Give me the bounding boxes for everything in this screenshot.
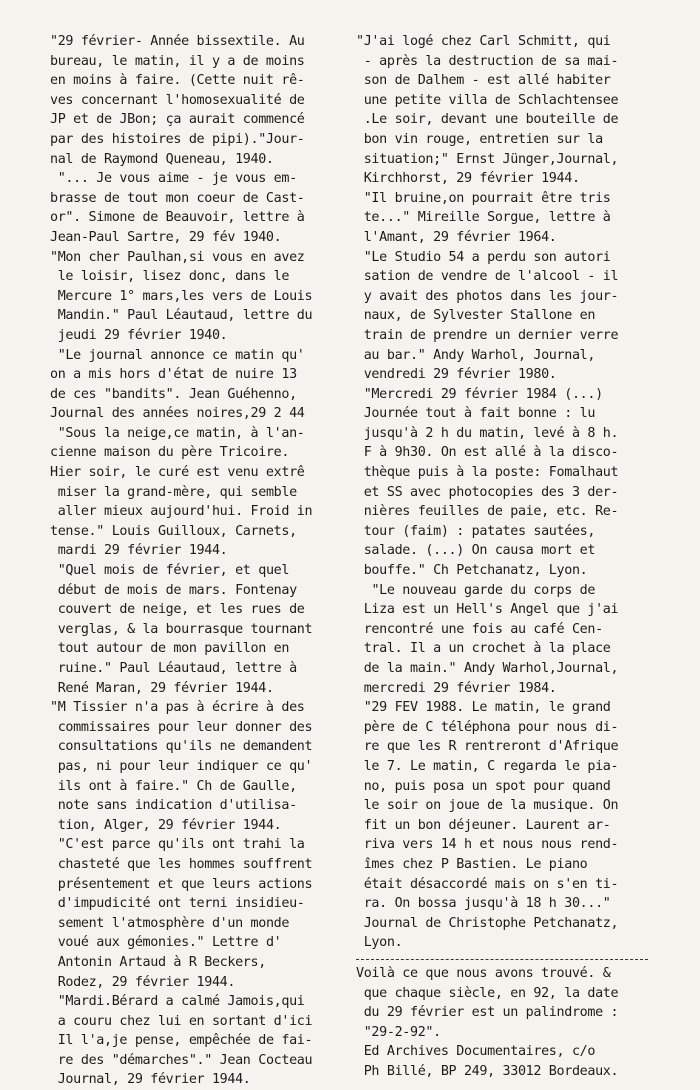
left-column bbox=[50, 32, 350, 1090]
right-column bbox=[356, 32, 656, 1081]
quote-guilloux: "Sous la neige,ce matin, à l'an- cienne maison du père Tricoire. Hier soir, le curé est venu extrê miser la grand-mère, qui semble aller mieux aujourd'hui. Froid in tense." Louis Guilloux, Carnets, mardi 29 février 1944. bbox=[50, 425, 313, 559]
footer-note: Voilà ce que nous avons trouvé. & que chaque siècle, en 92, la date du 29 février est un palindrome : "29-2-92". Ed Archives Documentaires, c/o Ph Billé, BP 249, 33012 Bordeaux. bbox=[356, 965, 619, 1079]
quote-queneau: "29 février- Année bissextile. Au bureau, le matin, il y a de moins en moins à faire. (Cette nuit rê- ves concernant l'homosexualité de JP et de JBon; ça aurait commencé par des histoires de pipi)."Jour- nal de Raymond Queneau, 1940. bbox=[50, 34, 305, 167]
quote-sorgue: "Il bruine,on pourrait être tris te..." Mireille Sorgue, lettre à l'Amant, 29 février 1964. bbox=[363, 190, 611, 245]
quote-beauvoir: "... Je vous aime - je vous em- brasse de tout mon coeur de Cast- or". Simone de Beauvoir, lettre à Jean-Paul Sartre, 29 fév 1940. bbox=[50, 171, 305, 245]
quote-leautaud-1944: "Quel mois de février, et quel début de mois de mars. Fontenay couvert de neige, et les rues de verglas, & la bourrasque tournant tout autour de mon pavillon en ruine." Paul Léautaud, lettre à René Maran, 29 février 1944. bbox=[57, 563, 313, 696]
quote-artaud: "C'est parce qu'ils ont trahi la chasteté que les hommes souffrent présentement et que leurs actions d'impudicité ont terni insidieu- sement l'atmosphère d'un monde voué aux gémonies." Lettre d' Antonin Artaud à R Beckers, Rodez, 29 février 1944. bbox=[57, 837, 313, 990]
quote-leautaud-1940: "Mon cher Paulhan,si vous en avez le loisir, lisez donc, dans le Mercure 1° mars,les vers de Louis Mandin." Paul Léautaud, lettre du jeudi 29 février 1940. bbox=[50, 249, 313, 343]
quote-junger: "J'ai logé chez Carl Schmitt, qui - après la destruction de sa mai- son de Dalhem - est allé habiter une petite villa de Schlachtensee .Le soir, devant une bouteille de bon vin rouge, entretien sur la situation;" Ernst Jünger,Journal, Kirchhorst, 29 février 1944. bbox=[356, 34, 619, 187]
dashed-separator bbox=[356, 959, 648, 960]
quote-petchanatz-1988: "29 FEV 1988. Le matin, le grand père de C téléphona pour nous di- re que les R rentreront d'Afrique le 7. Le matin, C regarda le pia- no, puis posa un spot pour quand le soir on joue de la musique. On fit un bon déjeuner. Laurent ar- riva vers 14 h et nous nous rend- îmes chez P Bastien. Le piano était désaccordé mais on s'en ti- ra. On bossa jusqu'à 18 h 30..." Journal de Christophe Petchanatz, Lyon. bbox=[363, 700, 619, 951]
quote-guehenno: "Le journal annonce ce matin qu' on a mis hors d'état de nuire 13 de ces "bandits". Jean Guéhenno, Journal des années noires,29 2 44 bbox=[50, 347, 305, 422]
quote-de-gaulle: "M Tissier n'a pas à écrire à des commissaires pour leur donner des consultations qu'ils ne demandent pas, ni pour leur indiquer ce qu' ils ont à faire." Ch de Gaulle, note sans indication d'utilisa- tion, Alger, 29 février 1944. bbox=[50, 700, 313, 833]
quote-warhol-1980: "Le Studio 54 a perdu son autori sation de vendre de l'alcool - il y avait des photos dans les jour- naux, de Sylvester Stallone en train de prendre un dernier verre au bar." Andy Warhol, Journal, vendredi 29 février 1980. bbox=[363, 249, 619, 383]
quote-cocteau: "Mardi.Bérard a calmé Jamois,qui a couru chez lui en sortant d'ici Il l'a,je pense, empêchée de fai- re des "démarches"." Jean Cocteau Journal, 29 février 1944. bbox=[57, 994, 313, 1088]
quote-warhol-1984: "Le nouveau garde du corps de Liza est un Hell's Angel que j'ai rencontré une fois au café Cen- tral. Il a un crochet à la place de la main." Andy Warhol,Journal, mercredi 29 février 1984. bbox=[363, 582, 619, 696]
quote-petchanatz-1984: "Mercredi 29 février 1984 (...) Journée tout à fait bonne : lu jusqu'à 2 h du matin, levé à 8 h. F à 9h30. On est allé à la disco- thèque puis à la poste: Fomalhaut et SS avec photocopies des 3 der- nières feuilles de paie, etc. Re- tour (faim) : patates sautées, salade. (...) On causa mort et bouffe." Ch Petchanatz, Lyon. bbox=[363, 386, 619, 579]
